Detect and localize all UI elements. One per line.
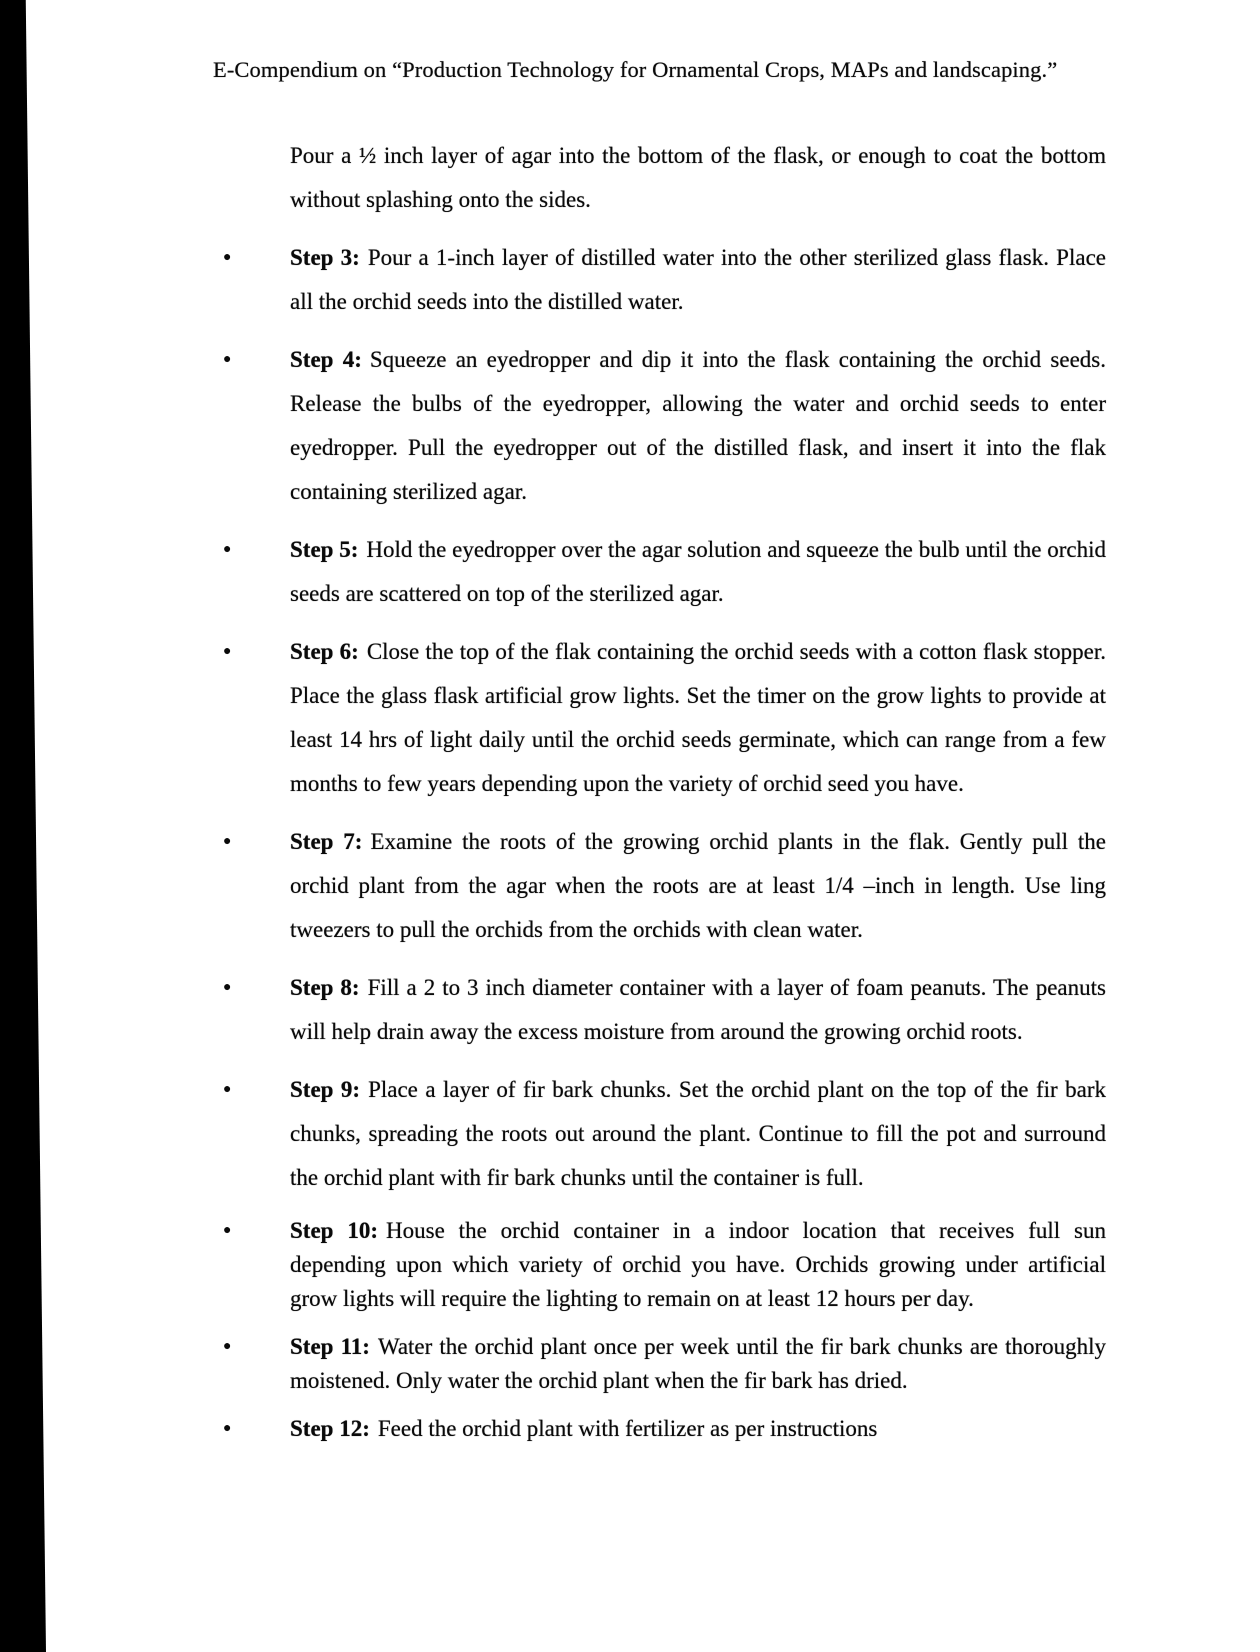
step-text: Pour a 1-inch layer of distilled water into the other sterilized glass flask. Place all the orchid seeds into the distilled water. xyxy=(290,245,1106,314)
step-text: Close the top of the flak containing the orchid seeds with a cotton flask stopper. Place the glass flask artificial grow lights. Set the timer on the grow lights to provide at least 14 hrs of light daily until the orchid seeds germinate, which can range from a few months to few years depending upon the variety of orchid seed you have. xyxy=(290,639,1106,796)
step-text: Feed the orchid plant with fertilizer as per instructions xyxy=(377,1416,878,1441)
document-body xyxy=(223,134,1107,1460)
step-paragraph xyxy=(290,1214,1106,1316)
bullet-icon: ● xyxy=(223,1339,232,1354)
step-paragraph xyxy=(290,1330,1106,1398)
scan-edge-artifact xyxy=(0,0,46,1652)
list-item xyxy=(223,630,1106,806)
step-label: Step 7: xyxy=(290,829,363,854)
step-paragraph xyxy=(290,966,1106,1054)
bullet-icon: ● xyxy=(223,644,232,659)
step-label: Step 5: xyxy=(290,537,359,562)
page-header: E-Compendium on “Production Technology for Ornamental Crops, MAPs and landscaping.” xyxy=(213,57,1058,82)
list-item xyxy=(223,966,1106,1054)
bullet-icon: ● xyxy=(223,250,232,265)
step-text: Place a layer of fir bark chunks. Set the orchid plant on the top of the fir bark chunks, spreading the roots out around the plant. Continue to fill the pot and surround the orchid plant with fir bark chunks until the container is full. xyxy=(290,1077,1106,1190)
step-label: Step 3: xyxy=(290,245,360,270)
list-item xyxy=(223,1330,1107,1398)
list-item xyxy=(223,236,1106,324)
bullet-icon: ● xyxy=(223,834,232,849)
steps-list xyxy=(223,236,1107,1446)
bullet-icon: ● xyxy=(223,980,232,995)
bullet-icon: ● xyxy=(223,542,232,557)
step-label: Step 12: xyxy=(290,1416,370,1441)
bullet-icon: ● xyxy=(223,1223,232,1238)
step-label: Step 8: xyxy=(290,975,360,1000)
bullet-icon: ● xyxy=(223,1421,232,1436)
step-text: Squeeze an eyedropper and dip it into the flask containing the orchid seeds. Release the bulbs of the eyedropper, allowing the water and orchid seeds to enter eyedropper. Pull the eyedropper out of the distilled flask, and insert it into the flak containing sterilized agar. xyxy=(290,347,1106,504)
bullet-icon: ● xyxy=(223,352,232,367)
step-label: Step 6: xyxy=(290,639,359,664)
step-label: Step 10: xyxy=(290,1218,379,1243)
list-item xyxy=(223,1214,1106,1316)
step-text: Fill a 2 to 3 inch diameter container with a layer of foam peanuts. The peanuts will help drain away the excess moisture from around the growing orchid roots. xyxy=(290,975,1106,1044)
list-item xyxy=(223,338,1106,514)
step-paragraph xyxy=(290,528,1106,616)
step-paragraph xyxy=(290,630,1106,806)
step-paragraph xyxy=(290,820,1106,952)
step-paragraph xyxy=(290,338,1106,514)
step-label: Step 9: xyxy=(290,1077,361,1102)
bullet-icon: ● xyxy=(223,1082,232,1097)
list-item xyxy=(223,820,1106,952)
step-label: Step 11: xyxy=(290,1334,370,1359)
step-paragraph xyxy=(290,236,1106,324)
list-item xyxy=(223,528,1106,616)
intro-paragraph: Pour a ½ inch layer of agar into the bottom of the flask, or enough to coat the bottom without splashing onto the sides. xyxy=(290,143,1106,212)
step-paragraph xyxy=(290,1068,1106,1200)
step-label: Step 4: xyxy=(290,347,362,372)
step-text: Water the orchid plant once per week until the fir bark chunks are thoroughly moistened. Only water the orchid plant when the fir bark has dried. xyxy=(290,1334,1107,1393)
step-paragraph xyxy=(290,1412,1106,1446)
list-item xyxy=(223,1068,1106,1200)
step-text: Hold the eyedropper over the agar solution and squeeze the bulb until the orchid seeds are scattered on top of the sterilized agar. xyxy=(290,537,1106,606)
step-text: House the orchid container in a indoor location that receives full sun depending upon which variety of orchid you have. Orchids growing under artificial grow lights will require the lighting to remain on at least 12 hours per day. xyxy=(290,1218,1106,1311)
step-text: Examine the roots of the growing orchid plants in the flak. Gently pull the orchid plant from the agar when the roots are at least 1/4 –inch in length. Use ling tweezers to pull the orchids from the orchids with clean water. xyxy=(290,829,1106,942)
list-item xyxy=(223,1412,1106,1446)
